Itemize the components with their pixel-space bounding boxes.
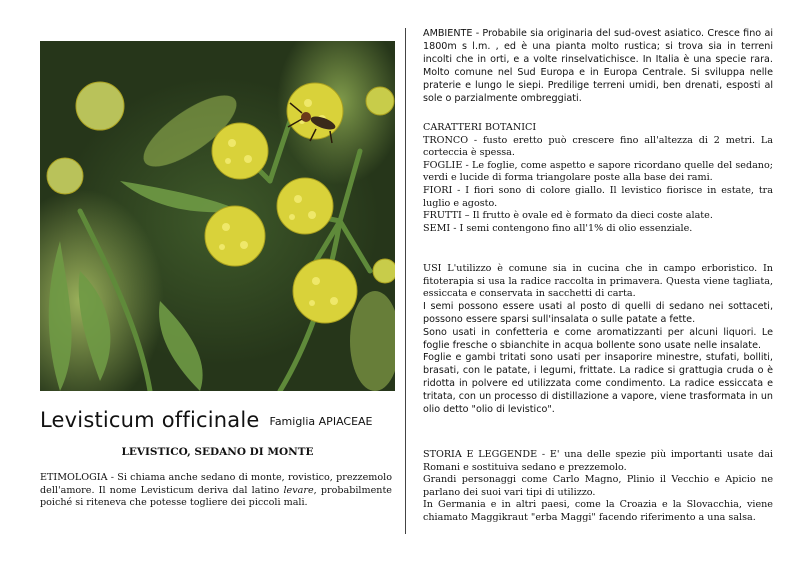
etimologia-text-end: , probabilmente poiché si riteneva che potesse togliere dei piccoli mali. <box>40 484 392 509</box>
storia-text-1: E' una delle spezie più importanti usate dai Romani e sostituiva sedano e prezzemolo. <box>423 449 774 473</box>
usi-paragraph-4: Foglie e gambi tritati sono usati per insaporire minestre, stufati, bolliti, brasati, con le patate, i legumi, frittate. La radice si grattugia cruda o è ridotta in polvere ed utilizzata come condimento. La radice essiccata e tritata, con un processo di distillazione a vapore, viene trasformata in un olio detto "olio di levistico". <box>423 352 773 416</box>
ambiente-text: Probabile sia originaria del sud-ovest asiatico. Cresce fino ai 1800m s l.m. , ed è una pianta molto rustica; si trova sia in terreni incolti che in orti, e a volte rinselvatichisce. In Italia è una specie rara. Molto comune nel Sud Europa e in Europa Centrale. Si sviluppa nelle praterie e lungo le siepi. Predilige terreni umidi, ben drenati, esposti al sole o parzialmente ombreggiati. <box>423 28 773 104</box>
storia-paragraph-3: In Germania e in altri paesi, come la Croazia e la Slovacchia, viene chiamato Maggikraut "erba Maggi" facendo riferimento a una salsa. <box>423 499 773 523</box>
storia-section <box>423 449 773 525</box>
latin-name: Levisticum officinale <box>40 408 260 432</box>
fiori-paragraph <box>423 185 773 210</box>
column-divider <box>405 28 406 534</box>
storia-paragraph-2: Grandi personaggi come Carlo Magno, Plinio il Vecchio e Apicio ne parlano dei suoi vari tipi di utilizzo. <box>423 474 773 498</box>
usi-paragraph-1 <box>423 263 773 301</box>
etimologia-label: ETIMOLOGIA - <box>40 472 114 483</box>
tronco-label: TRONCO - <box>423 134 478 146</box>
usi-label: USI <box>423 263 442 274</box>
etimologia-italic: levare <box>283 484 314 496</box>
storia-label: STORIA E LEGGENDE - <box>423 449 546 460</box>
usi-paragraph-3: Sono usati in confetteria e come aromatizzanti per alcuni liquori. Le foglie fresche o sbianchite in acqua bollente sono usate nelle insalate. <box>423 326 773 351</box>
foglie-paragraph <box>423 160 773 185</box>
ambiente-paragraph <box>423 28 773 105</box>
caratteri-heading: CARATTERI BOTANICI <box>423 122 537 133</box>
frutti-paragraph <box>423 210 773 223</box>
tronco-text: fusto eretto può crescere fino all'altezza di 2 metri. La corteccia è spessa. <box>423 134 773 159</box>
semi-paragraph <box>423 223 773 236</box>
usi-paragraph-2: I semi possono essere usati al posto di quelli di sedano nei sottaceti, possono essere sparsi sull'insalata o sulle patate a fette. <box>423 300 773 325</box>
plant-photo <box>40 41 395 391</box>
semi-text: I semi contengono fino all'1% di olio essenziale. <box>456 222 693 234</box>
usi-text-1: L'utilizzo è comune sia in cucina che in campo erboristico. In fitoterapia si usa la radice raccolta in primavera. Questa viene tagliata, essiccata e conservata in sacchetti di carta. <box>423 263 773 300</box>
usi-section <box>423 263 773 417</box>
etimologia-paragraph <box>40 472 392 510</box>
storia-paragraph-1 <box>423 449 773 474</box>
foglie-text: Le foglie, come aspetto e sapore ricordano quelle del sedano; verdi e lucide di forma triangolare poste alla base dei rami. <box>423 159 773 184</box>
caratteri-section <box>423 122 773 235</box>
ambiente-label: AMBIENTE - <box>423 28 480 39</box>
common-names: LEVISTICO, SEDANO DI MONTE <box>121 446 314 458</box>
family-label: Famiglia APIACEAE <box>269 415 373 428</box>
plant-illustration <box>40 41 395 391</box>
tronco-paragraph <box>423 135 773 160</box>
frutti-label: FRUTTI – <box>423 210 470 222</box>
fiori-label: FIORI - <box>423 184 461 196</box>
foglie-label: FOGLIE - <box>423 159 469 171</box>
title-row <box>40 408 395 432</box>
fiori-text: I fiori sono di colore giallo. Il levistico fiorisce in estate, tra luglio e agosto. <box>423 184 773 209</box>
etimologia-text: Si chiama anche sedano di monte, rovistico, prezzemolo dell'amore. Il nome Levisticum deriva dal latino <box>40 472 392 496</box>
semi-label: SEMI - <box>423 222 457 234</box>
frutti-text: Il frutto è ovale ed è formato da dieci coste alate. <box>469 210 713 222</box>
